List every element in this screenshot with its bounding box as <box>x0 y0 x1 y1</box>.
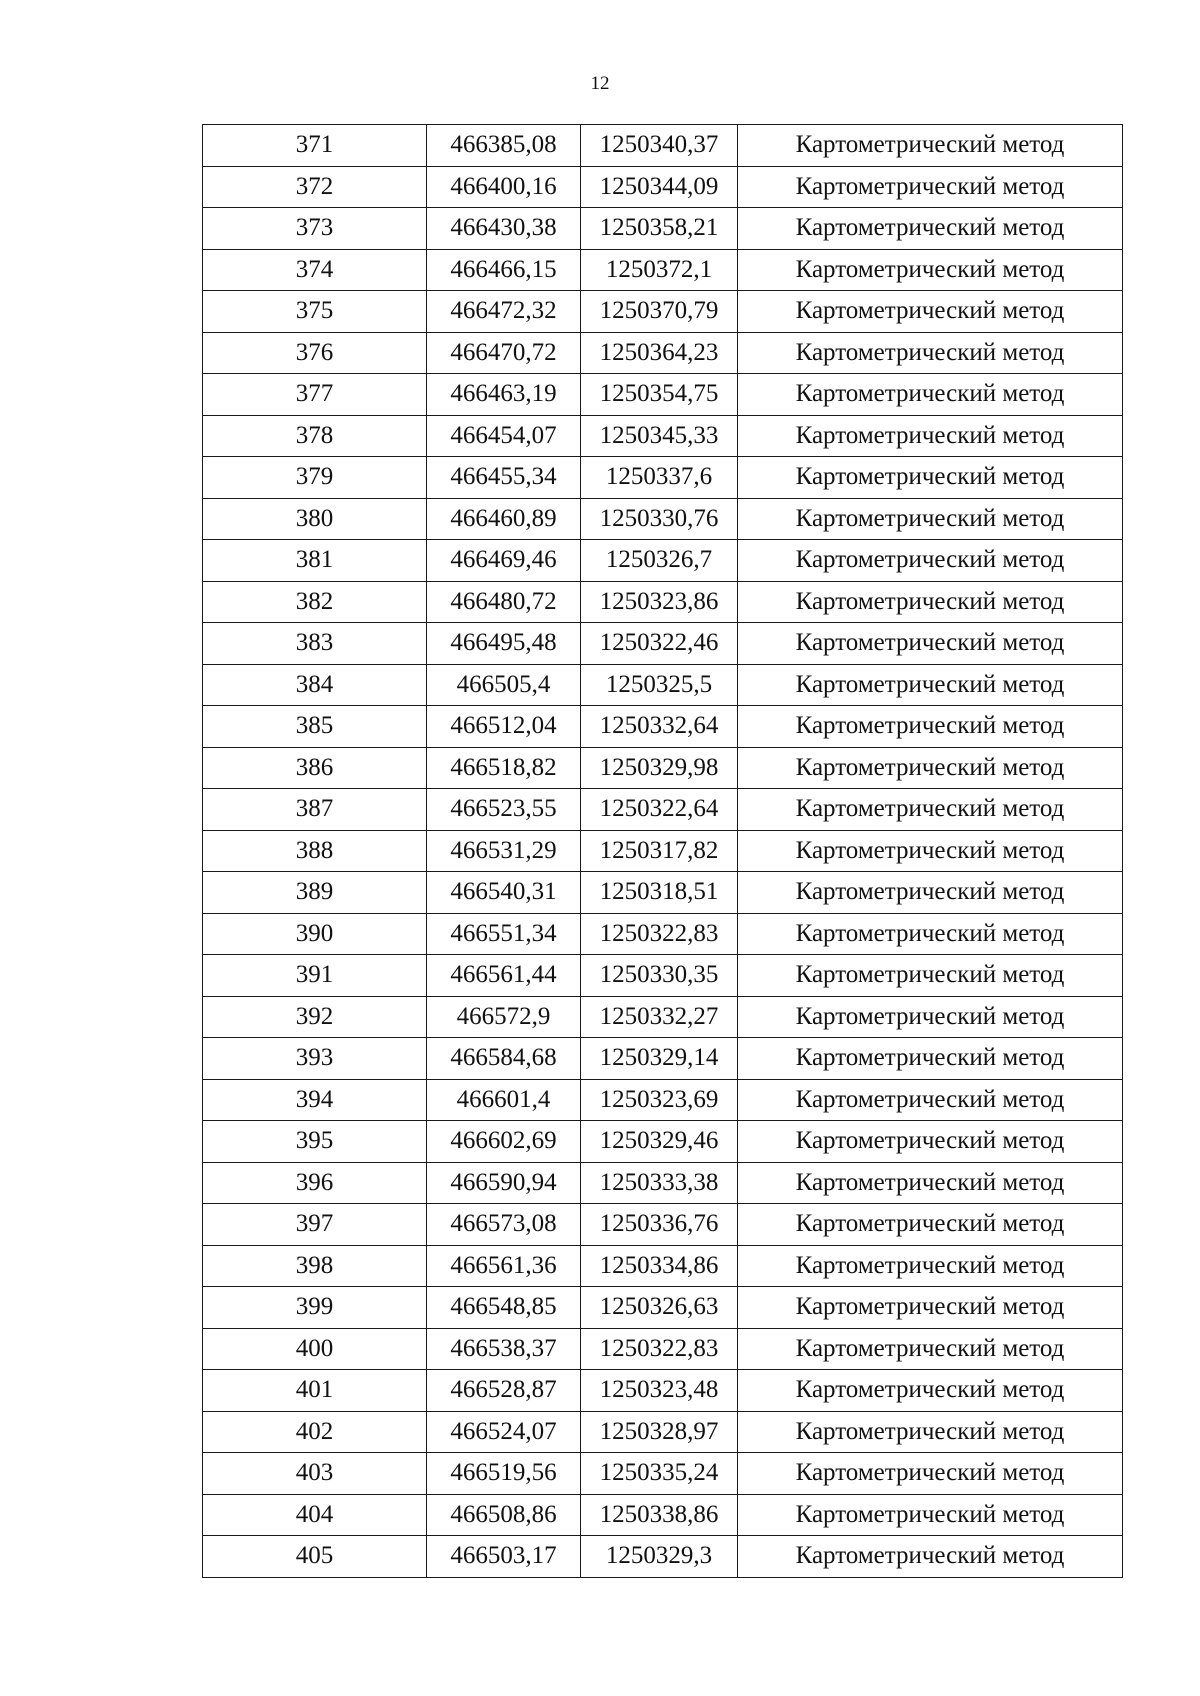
table-row <box>203 996 1123 1038</box>
y-coordinate-cell: 1250326,63 <box>581 1287 738 1329</box>
method-cell: Картометрический метод <box>738 374 1123 416</box>
point-number-cell: 393 <box>203 1038 427 1080</box>
table-row <box>203 415 1123 457</box>
coordinates-table <box>202 124 1123 1578</box>
x-coordinate-cell: 466495,48 <box>427 623 581 665</box>
point-number-cell: 396 <box>203 1162 427 1204</box>
point-number-cell: 387 <box>203 789 427 831</box>
y-coordinate-cell: 1250325,5 <box>581 664 738 706</box>
y-coordinate-cell: 1250328,97 <box>581 1411 738 1453</box>
method-cell: Картометрический метод <box>738 291 1123 333</box>
table-row <box>203 332 1123 374</box>
x-coordinate-cell: 466385,08 <box>427 125 581 167</box>
table-row <box>203 1328 1123 1370</box>
method-cell: Картометрический метод <box>738 1079 1123 1121</box>
x-coordinate-cell: 466460,89 <box>427 498 581 540</box>
method-cell: Картометрический метод <box>738 1328 1123 1370</box>
method-cell: Картометрический метод <box>738 955 1123 997</box>
table-row <box>203 789 1123 831</box>
y-coordinate-cell: 1250338,86 <box>581 1494 738 1536</box>
point-number-cell: 375 <box>203 291 427 333</box>
point-number-cell: 373 <box>203 208 427 250</box>
x-coordinate-cell: 466454,07 <box>427 415 581 457</box>
table-row <box>203 1287 1123 1329</box>
y-coordinate-cell: 1250354,75 <box>581 374 738 416</box>
method-cell: Картометрический метод <box>738 996 1123 1038</box>
point-number-cell: 372 <box>203 166 427 208</box>
x-coordinate-cell: 466548,85 <box>427 1287 581 1329</box>
table-row <box>203 830 1123 872</box>
method-cell: Картометрический метод <box>738 1245 1123 1287</box>
point-number-cell: 379 <box>203 457 427 499</box>
y-coordinate-cell: 1250335,24 <box>581 1453 738 1495</box>
x-coordinate-cell: 466505,4 <box>427 664 581 706</box>
point-number-cell: 380 <box>203 498 427 540</box>
method-cell: Картометрический метод <box>738 913 1123 955</box>
table-row <box>203 1370 1123 1412</box>
x-coordinate-cell: 466524,07 <box>427 1411 581 1453</box>
point-number-cell: 392 <box>203 996 427 1038</box>
method-cell: Картометрический метод <box>738 747 1123 789</box>
y-coordinate-cell: 1250323,48 <box>581 1370 738 1412</box>
x-coordinate-cell: 466602,69 <box>427 1121 581 1163</box>
table-row <box>203 1245 1123 1287</box>
x-coordinate-cell: 466469,46 <box>427 540 581 582</box>
point-number-cell: 399 <box>203 1287 427 1329</box>
x-coordinate-cell: 466519,56 <box>427 1453 581 1495</box>
x-coordinate-cell: 466601,4 <box>427 1079 581 1121</box>
y-coordinate-cell: 1250336,76 <box>581 1204 738 1246</box>
point-number-cell: 404 <box>203 1494 427 1536</box>
table-row <box>203 1079 1123 1121</box>
method-cell: Картометрический метод <box>738 1204 1123 1246</box>
point-number-cell: 386 <box>203 747 427 789</box>
x-coordinate-cell: 466480,72 <box>427 581 581 623</box>
y-coordinate-cell: 1250330,35 <box>581 955 738 997</box>
x-coordinate-cell: 466551,34 <box>427 913 581 955</box>
point-number-cell: 381 <box>203 540 427 582</box>
method-cell: Картометрический метод <box>738 332 1123 374</box>
method-cell: Картометрический метод <box>738 872 1123 914</box>
method-cell: Картометрический метод <box>738 1038 1123 1080</box>
table-row <box>203 706 1123 748</box>
point-number-cell: 376 <box>203 332 427 374</box>
y-coordinate-cell: 1250318,51 <box>581 872 738 914</box>
method-cell: Картометрический метод <box>738 540 1123 582</box>
coordinates-table-body <box>203 125 1123 1578</box>
method-cell: Картометрический метод <box>738 498 1123 540</box>
point-number-cell: 390 <box>203 913 427 955</box>
x-coordinate-cell: 466540,31 <box>427 872 581 914</box>
x-coordinate-cell: 466573,08 <box>427 1204 581 1246</box>
point-number-cell: 405 <box>203 1536 427 1578</box>
method-cell: Картометрический метод <box>738 789 1123 831</box>
y-coordinate-cell: 1250364,23 <box>581 332 738 374</box>
point-number-cell: 403 <box>203 1453 427 1495</box>
table-row <box>203 955 1123 997</box>
method-cell: Картометрический метод <box>738 664 1123 706</box>
table-row <box>203 913 1123 955</box>
table-row <box>203 872 1123 914</box>
point-number-cell: 391 <box>203 955 427 997</box>
x-coordinate-cell: 466561,36 <box>427 1245 581 1287</box>
method-cell: Картометрический метод <box>738 581 1123 623</box>
table-row <box>203 540 1123 582</box>
y-coordinate-cell: 1250334,86 <box>581 1245 738 1287</box>
x-coordinate-cell: 466518,82 <box>427 747 581 789</box>
table-row <box>203 374 1123 416</box>
y-coordinate-cell: 1250340,37 <box>581 125 738 167</box>
table-row <box>203 498 1123 540</box>
x-coordinate-cell: 466463,19 <box>427 374 581 416</box>
table-row <box>203 581 1123 623</box>
table-row <box>203 623 1123 665</box>
x-coordinate-cell: 466508,86 <box>427 1494 581 1536</box>
table-row <box>203 1494 1123 1536</box>
table-row <box>203 1121 1123 1163</box>
method-cell: Картометрический метод <box>738 1536 1123 1578</box>
point-number-cell: 388 <box>203 830 427 872</box>
point-number-cell: 384 <box>203 664 427 706</box>
table-row <box>203 747 1123 789</box>
y-coordinate-cell: 1250322,83 <box>581 913 738 955</box>
method-cell: Картометрический метод <box>738 457 1123 499</box>
y-coordinate-cell: 1250322,64 <box>581 789 738 831</box>
x-coordinate-cell: 466503,17 <box>427 1536 581 1578</box>
y-coordinate-cell: 1250326,7 <box>581 540 738 582</box>
x-coordinate-cell: 466466,15 <box>427 249 581 291</box>
x-coordinate-cell: 466512,04 <box>427 706 581 748</box>
method-cell: Картометрический метод <box>738 1121 1123 1163</box>
x-coordinate-cell: 466590,94 <box>427 1162 581 1204</box>
y-coordinate-cell: 1250332,27 <box>581 996 738 1038</box>
x-coordinate-cell: 466528,87 <box>427 1370 581 1412</box>
y-coordinate-cell: 1250322,46 <box>581 623 738 665</box>
y-coordinate-cell: 1250333,38 <box>581 1162 738 1204</box>
point-number-cell: 398 <box>203 1245 427 1287</box>
method-cell: Картометрический метод <box>738 706 1123 748</box>
point-number-cell: 400 <box>203 1328 427 1370</box>
y-coordinate-cell: 1250323,69 <box>581 1079 738 1121</box>
y-coordinate-cell: 1250372,1 <box>581 249 738 291</box>
y-coordinate-cell: 1250329,3 <box>581 1536 738 1578</box>
x-coordinate-cell: 466538,37 <box>427 1328 581 1370</box>
table-row <box>203 1162 1123 1204</box>
y-coordinate-cell: 1250323,86 <box>581 581 738 623</box>
page-number: 12 <box>590 73 610 94</box>
y-coordinate-cell: 1250322,83 <box>581 1328 738 1370</box>
method-cell: Картометрический метод <box>738 208 1123 250</box>
point-number-cell: 401 <box>203 1370 427 1412</box>
point-number-cell: 395 <box>203 1121 427 1163</box>
point-number-cell: 389 <box>203 872 427 914</box>
point-number-cell: 374 <box>203 249 427 291</box>
point-number-cell: 402 <box>203 1411 427 1453</box>
method-cell: Картометрический метод <box>738 249 1123 291</box>
x-coordinate-cell: 466523,55 <box>427 789 581 831</box>
method-cell: Картометрический метод <box>738 623 1123 665</box>
table-row <box>203 457 1123 499</box>
point-number-cell: 371 <box>203 125 427 167</box>
table-row <box>203 166 1123 208</box>
y-coordinate-cell: 1250337,6 <box>581 457 738 499</box>
x-coordinate-cell: 466455,34 <box>427 457 581 499</box>
table-row <box>203 1204 1123 1246</box>
method-cell: Картометрический метод <box>738 166 1123 208</box>
table-row <box>203 249 1123 291</box>
method-cell: Картометрический метод <box>738 125 1123 167</box>
y-coordinate-cell: 1250358,21 <box>581 208 738 250</box>
table-row <box>203 125 1123 167</box>
y-coordinate-cell: 1250345,33 <box>581 415 738 457</box>
point-number-cell: 378 <box>203 415 427 457</box>
table-row <box>203 664 1123 706</box>
table-row <box>203 1536 1123 1578</box>
x-coordinate-cell: 466561,44 <box>427 955 581 997</box>
y-coordinate-cell: 1250344,09 <box>581 166 738 208</box>
table-row <box>203 1453 1123 1495</box>
method-cell: Картометрический метод <box>738 1287 1123 1329</box>
x-coordinate-cell: 466472,32 <box>427 291 581 333</box>
y-coordinate-cell: 1250317,82 <box>581 830 738 872</box>
table-row <box>203 291 1123 333</box>
x-coordinate-cell: 466400,16 <box>427 166 581 208</box>
method-cell: Картометрический метод <box>738 1370 1123 1412</box>
point-number-cell: 377 <box>203 374 427 416</box>
method-cell: Картометрический метод <box>738 830 1123 872</box>
y-coordinate-cell: 1250370,79 <box>581 291 738 333</box>
y-coordinate-cell: 1250330,76 <box>581 498 738 540</box>
x-coordinate-cell: 466572,9 <box>427 996 581 1038</box>
table-row <box>203 208 1123 250</box>
method-cell: Картометрический метод <box>738 415 1123 457</box>
x-coordinate-cell: 466470,72 <box>427 332 581 374</box>
x-coordinate-cell: 466531,29 <box>427 830 581 872</box>
point-number-cell: 397 <box>203 1204 427 1246</box>
x-coordinate-cell: 466584,68 <box>427 1038 581 1080</box>
method-cell: Картометрический метод <box>738 1411 1123 1453</box>
table-row <box>203 1038 1123 1080</box>
point-number-cell: 383 <box>203 623 427 665</box>
y-coordinate-cell: 1250329,46 <box>581 1121 738 1163</box>
table-row <box>203 1411 1123 1453</box>
y-coordinate-cell: 1250329,98 <box>581 747 738 789</box>
y-coordinate-cell: 1250329,14 <box>581 1038 738 1080</box>
y-coordinate-cell: 1250332,64 <box>581 706 738 748</box>
method-cell: Картометрический метод <box>738 1453 1123 1495</box>
point-number-cell: 385 <box>203 706 427 748</box>
point-number-cell: 382 <box>203 581 427 623</box>
point-number-cell: 394 <box>203 1079 427 1121</box>
x-coordinate-cell: 466430,38 <box>427 208 581 250</box>
method-cell: Картометрический метод <box>738 1494 1123 1536</box>
method-cell: Картометрический метод <box>738 1162 1123 1204</box>
